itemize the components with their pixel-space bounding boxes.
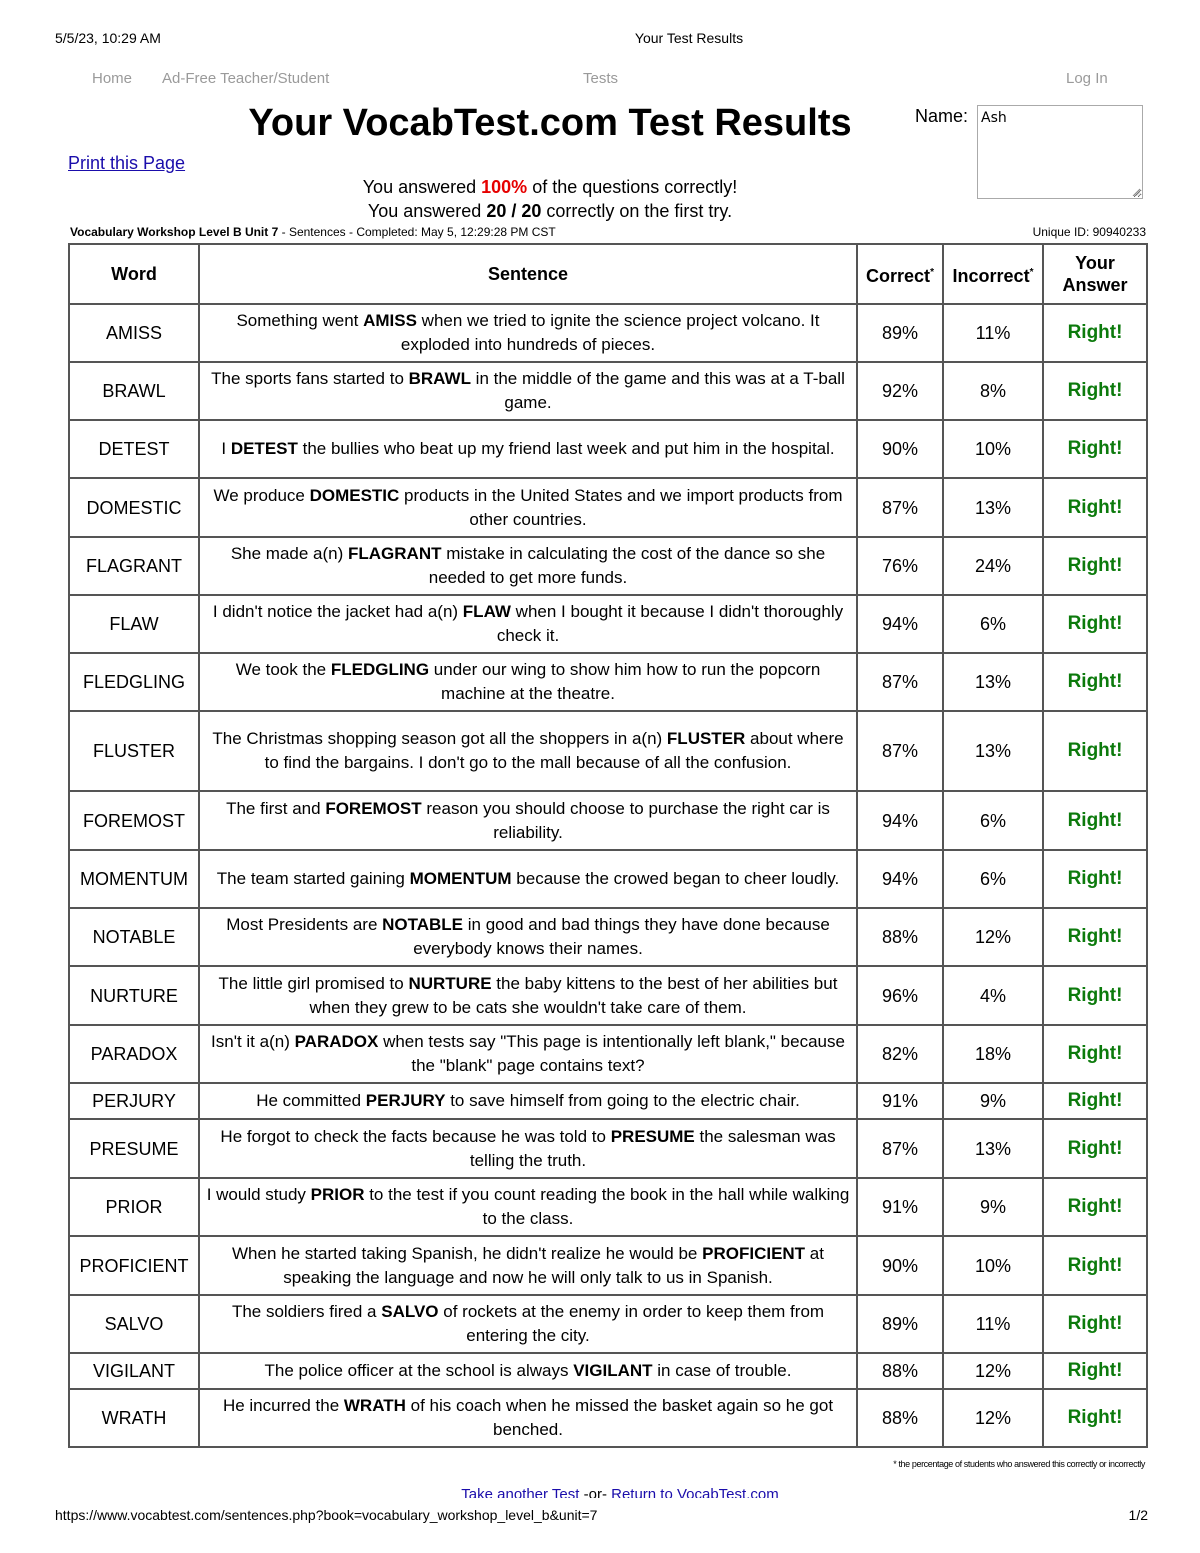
row-incorrect-pct: 13% — [943, 653, 1043, 711]
row-sentence — [199, 1025, 857, 1083]
row-correct-pct: 88% — [857, 1389, 943, 1447]
table-row — [69, 1119, 1147, 1178]
row-word: SALVO — [69, 1295, 199, 1353]
name-label: Name: — [915, 106, 969, 126]
row-incorrect-pct: 11% — [943, 304, 1043, 362]
table-row — [69, 478, 1147, 537]
sentence-pre: I would study — [206, 1185, 311, 1204]
print-datetime: 5/5/23, 10:29 AM — [55, 30, 161, 46]
row-sentence — [199, 1295, 857, 1353]
row-answer-status: Right! — [1043, 1389, 1147, 1447]
row-correct-pct: 87% — [857, 1119, 943, 1178]
sentence-word: AMISS — [363, 311, 417, 330]
row-correct-pct: 91% — [857, 1178, 943, 1236]
row-sentence — [199, 1353, 857, 1389]
row-word: FLAW — [69, 595, 199, 653]
row-answer-status: Right! — [1043, 1119, 1147, 1178]
header-correct-label: Correct — [866, 265, 931, 286]
row-answer-status: Right! — [1043, 1295, 1147, 1353]
row-sentence — [199, 478, 857, 537]
row-word: PARADOX — [69, 1025, 199, 1083]
row-correct-pct: 87% — [857, 478, 943, 537]
sentence-post: mistake in calculating the cost of the dance so she needed to get more funds. — [428, 544, 826, 587]
sentence-pre: The team started gaining — [216, 869, 410, 888]
row-sentence — [199, 362, 857, 420]
test-info-detail: - Sentences - Completed: May 5, 12:29:28 PM CST — [278, 225, 556, 239]
row-answer-status: Right! — [1043, 537, 1147, 595]
sentence-word: FLAW — [462, 602, 511, 621]
row-incorrect-pct: 18% — [943, 1025, 1043, 1083]
row-answer-status: Right! — [1043, 711, 1147, 791]
row-incorrect-pct: 6% — [943, 850, 1043, 908]
table-row — [69, 966, 1147, 1025]
nav-login[interactable]: Log In — [1066, 70, 1108, 87]
sentence-word: DOMESTIC — [309, 485, 400, 505]
row-incorrect-pct: 12% — [943, 1389, 1043, 1447]
row-word: WRATH — [69, 1389, 199, 1447]
row-sentence — [199, 304, 857, 362]
sentence-word: PERJURY — [365, 1091, 446, 1110]
table-row — [69, 1025, 1147, 1083]
table-row — [69, 1389, 1147, 1447]
table-row — [69, 850, 1147, 908]
row-correct-pct: 89% — [857, 304, 943, 362]
row-answer-status: Right! — [1043, 791, 1147, 850]
results-table — [68, 243, 1148, 1448]
summary-score-line — [250, 201, 850, 222]
table-row — [69, 1178, 1147, 1236]
row-answer-status: Right! — [1043, 595, 1147, 653]
sentence-post: when tests say "This page is intentionally left blank," because the "blank" page contains text? — [378, 1032, 845, 1075]
sentence-pre: He committed — [256, 1091, 366, 1110]
table-row — [69, 791, 1147, 850]
row-incorrect-pct: 10% — [943, 420, 1043, 478]
row-word: PRESUME — [69, 1119, 199, 1178]
sentence-word: PROFICIENT — [702, 1243, 806, 1263]
sentence-word: PRESUME — [610, 1126, 695, 1146]
row-answer-status: Right! — [1043, 420, 1147, 478]
sentence-post: the salesman was telling the truth. — [469, 1126, 836, 1170]
row-word: NOTABLE — [69, 908, 199, 966]
row-word: MOMENTUM — [69, 850, 199, 908]
row-word: DETEST — [69, 420, 199, 478]
row-correct-pct: 94% — [857, 791, 943, 850]
print-url: https://www.vocabtest.com/sentences.php?book=vocabulary_workshop_level_b&unit=7 — [55, 1507, 598, 1523]
summary-score-post: correctly on the first try. — [541, 201, 733, 221]
row-word: PROFICIENT — [69, 1236, 199, 1295]
sentence-pre: I — [221, 439, 231, 458]
print-page-title: Your Test Results — [634, 30, 744, 46]
resize-handle-icon[interactable] — [1132, 188, 1140, 196]
sentence-post: under our wing to show him how to run the popcorn machine at the theatre. — [429, 660, 821, 703]
table-header-row — [69, 244, 1147, 304]
row-answer-status: Right! — [1043, 1025, 1147, 1083]
row-incorrect-pct: 8% — [943, 362, 1043, 420]
header-correct-asterisk: * — [930, 266, 934, 278]
header-incorrect-label: Incorrect — [952, 265, 1030, 286]
sentence-post: when I bought it because I didn't thoroughly check it. — [496, 602, 844, 645]
print-page-link[interactable]: Print this Page — [68, 153, 186, 173]
sentence-pre: She made a(n) — [230, 544, 349, 563]
sentence-pre: The first and — [226, 798, 326, 818]
sentence-pre: The little girl promised to — [218, 973, 409, 993]
sentence-word: FOREMOST — [325, 798, 422, 818]
sentence-pre: The sports fans started to — [211, 369, 409, 388]
sentence-pre: We took the — [235, 660, 331, 679]
row-correct-pct: 92% — [857, 362, 943, 420]
return-to-vocabtest-link[interactable]: Return to VocabTest.com — [611, 1486, 779, 1498]
table-row — [69, 1353, 1147, 1389]
row-sentence — [199, 653, 857, 711]
table-row — [69, 653, 1147, 711]
table-row — [69, 537, 1147, 595]
row-answer-status: Right! — [1043, 1236, 1147, 1295]
header-answer: Your Answer — [1043, 244, 1147, 304]
row-answer-status: Right! — [1043, 1178, 1147, 1236]
header-incorrect-asterisk: * — [1029, 266, 1034, 278]
name-field[interactable] — [977, 105, 1143, 199]
row-word: DOMESTIC — [69, 478, 199, 537]
sentence-word: NURTURE — [408, 973, 492, 993]
row-correct-pct: 88% — [857, 908, 943, 966]
row-answer-status: Right! — [1043, 653, 1147, 711]
row-correct-pct: 87% — [857, 653, 943, 711]
sentence-word: NOTABLE — [382, 915, 464, 934]
row-correct-pct: 76% — [857, 537, 943, 595]
sentence-word: PARADOX — [294, 1032, 379, 1051]
sentence-word: PRIOR — [310, 1185, 365, 1204]
row-incorrect-pct: 12% — [943, 908, 1043, 966]
sentence-post: in case of trouble. — [652, 1361, 792, 1380]
sentence-post: about where to find the bargains. I don't go to the mall because of all the confusion. — [264, 729, 844, 772]
footnote: * the percentage of students who answered this correctly or incorrectly — [893, 1459, 1145, 1469]
row-answer-status: Right! — [1043, 966, 1147, 1025]
header-sentence: Sentence — [199, 244, 857, 304]
row-incorrect-pct: 6% — [943, 791, 1043, 850]
summary-score-pre: You answered — [367, 201, 487, 221]
sentence-pre: Isn't it a(n) — [211, 1032, 295, 1051]
nav-adfree[interactable]: Ad-Free Teacher/Student — [162, 70, 330, 87]
summary-percent-value: 100% — [481, 177, 528, 197]
sentence-post: in the middle of the game and this was at a T-ball game. — [470, 369, 845, 412]
row-correct-pct: 89% — [857, 1295, 943, 1353]
row-word: FOREMOST — [69, 791, 199, 850]
row-correct-pct: 94% — [857, 850, 943, 908]
print-page-number: 1/2 — [1128, 1507, 1148, 1523]
row-sentence — [199, 420, 857, 478]
sentence-pre: The police officer at the school is always — [264, 1361, 574, 1380]
sentence-word: DETEST — [230, 439, 298, 458]
sentence-post: reason you should choose to purchase the right car is reliability. — [421, 798, 830, 842]
header-incorrect — [943, 244, 1043, 304]
row-incorrect-pct: 4% — [943, 966, 1043, 1025]
row-sentence — [199, 908, 857, 966]
sentence-word: MOMENTUM — [409, 869, 512, 888]
table-row — [69, 908, 1147, 966]
row-word: NURTURE — [69, 966, 199, 1025]
row-answer-status: Right! — [1043, 478, 1147, 537]
row-correct-pct: 96% — [857, 966, 943, 1025]
row-incorrect-pct: 13% — [943, 1119, 1043, 1178]
row-correct-pct: 87% — [857, 711, 943, 791]
summary-percent-pre: You answered — [362, 177, 482, 197]
sentence-post: of rockets at the enemy in order to keep them from entering the city. — [438, 1302, 825, 1345]
sentence-post: products in the United States and we import products from other countries. — [399, 485, 843, 529]
nav-home[interactable]: Home — [92, 70, 133, 87]
sentence-word: SALVO — [381, 1302, 439, 1321]
row-correct-pct: 82% — [857, 1025, 943, 1083]
row-incorrect-pct: 24% — [943, 537, 1043, 595]
row-incorrect-pct: 9% — [943, 1178, 1043, 1236]
name-field-value: Ash — [981, 110, 1007, 126]
take-another-test-link[interactable]: Take another Test — [461, 1486, 580, 1498]
table-row — [69, 595, 1147, 653]
row-answer-status: Right! — [1043, 1353, 1147, 1389]
sentence-word: FLUSTER — [666, 729, 746, 748]
row-incorrect-pct: 9% — [943, 1083, 1043, 1119]
sentence-pre: When he started taking Spanish, he didn't realize he would be — [232, 1243, 703, 1263]
row-sentence — [199, 1119, 857, 1178]
sentence-pre: The soldiers fired a — [231, 1302, 382, 1321]
table-row — [69, 362, 1147, 420]
row-answer-status: Right! — [1043, 908, 1147, 966]
sentence-word: VIGILANT — [573, 1361, 653, 1380]
sentence-pre: The Christmas shopping season got all the shoppers in a(n) — [212, 729, 667, 748]
sentence-post: at speaking the language and now he will only talk to us in Spanish. — [283, 1243, 824, 1287]
row-word: FLEDGLING — [69, 653, 199, 711]
sentence-post: of his coach when he missed the basket again so he got benched. — [405, 1396, 834, 1439]
sentence-post: the baby kittens to the best of her abilities but when they grew to be cats she wouldn't take care of them. — [309, 973, 838, 1017]
row-incorrect-pct: 11% — [943, 1295, 1043, 1353]
row-sentence — [199, 537, 857, 595]
row-sentence — [199, 966, 857, 1025]
test-info-name: Vocabulary Workshop Level B Unit 7 — [70, 225, 279, 239]
header-word: Word — [69, 244, 199, 304]
row-answer-status: Right! — [1043, 850, 1147, 908]
row-incorrect-pct: 13% — [943, 711, 1043, 791]
sentence-post: when we tried to ignite the science project volcano. It exploded into hundreds of pieces. — [400, 311, 820, 354]
sentence-word: WRATH — [343, 1396, 406, 1415]
footer-links — [420, 1486, 820, 1498]
row-sentence — [199, 1236, 857, 1295]
row-correct-pct: 91% — [857, 1083, 943, 1119]
test-info — [70, 225, 556, 239]
sentence-pre: Something went — [236, 311, 364, 330]
row-sentence — [199, 595, 857, 653]
row-word: FLUSTER — [69, 711, 199, 791]
table-row — [69, 304, 1147, 362]
row-word: VIGILANT — [69, 1353, 199, 1389]
sentence-word: FLAGRANT — [348, 544, 442, 563]
row-sentence — [199, 850, 857, 908]
row-answer-status: Right! — [1043, 1083, 1147, 1119]
row-incorrect-pct: 6% — [943, 595, 1043, 653]
sentence-pre: We produce — [213, 485, 310, 505]
row-sentence — [199, 1178, 857, 1236]
nav-tests[interactable]: Tests — [583, 70, 619, 87]
row-answer-status: Right! — [1043, 362, 1147, 420]
row-incorrect-pct: 13% — [943, 478, 1043, 537]
table-row — [69, 1083, 1147, 1119]
sentence-word: FLEDGLING — [330, 660, 430, 679]
sentence-post: to save himself from going to the electric chair. — [445, 1091, 800, 1110]
table-row — [69, 1236, 1147, 1295]
row-incorrect-pct: 12% — [943, 1353, 1043, 1389]
row-correct-pct: 94% — [857, 595, 943, 653]
table-row — [69, 1295, 1147, 1353]
row-word: PERJURY — [69, 1083, 199, 1119]
sentence-word: BRAWL — [408, 369, 471, 388]
row-word: PRIOR — [69, 1178, 199, 1236]
row-correct-pct: 88% — [857, 1353, 943, 1389]
sentence-post: in good and bad things they have done because everybody knows their names. — [413, 915, 830, 958]
header-correct — [857, 244, 943, 304]
sentence-post: the bullies who beat up my friend last week and put him in the hospital. — [297, 439, 835, 458]
summary-percent-line — [250, 177, 850, 198]
links-separator: -or- — [579, 1486, 612, 1498]
page-title: Your VocabTest.com Test Results — [248, 102, 852, 144]
row-sentence — [199, 791, 857, 850]
sentence-post: because the crowed began to cheer loudly. — [511, 869, 840, 888]
row-word: AMISS — [69, 304, 199, 362]
sentence-pre: He forgot to check the facts because he was told to — [220, 1126, 611, 1146]
row-incorrect-pct: 10% — [943, 1236, 1043, 1295]
table-row — [69, 420, 1147, 478]
sentence-pre: He incurred the — [222, 1396, 344, 1415]
row-sentence — [199, 711, 857, 791]
sentence-pre: I didn't notice the jacket had a(n) — [212, 602, 463, 621]
row-word: FLAGRANT — [69, 537, 199, 595]
table-row — [69, 711, 1147, 791]
summary-percent-post: of the questions correctly! — [527, 177, 738, 197]
summary-score-value: 20 / 20 — [486, 201, 542, 221]
unique-id: Unique ID: 90940233 — [1032, 225, 1146, 239]
sentence-post: to the test if you count reading the book in the hall while walking to the class. — [364, 1185, 850, 1228]
row-word: BRAWL — [69, 362, 199, 420]
row-answer-status: Right! — [1043, 304, 1147, 362]
row-sentence — [199, 1389, 857, 1447]
sentence-pre: Most Presidents are — [226, 915, 383, 934]
row-correct-pct: 90% — [857, 420, 943, 478]
row-correct-pct: 90% — [857, 1236, 943, 1295]
row-sentence — [199, 1083, 857, 1119]
